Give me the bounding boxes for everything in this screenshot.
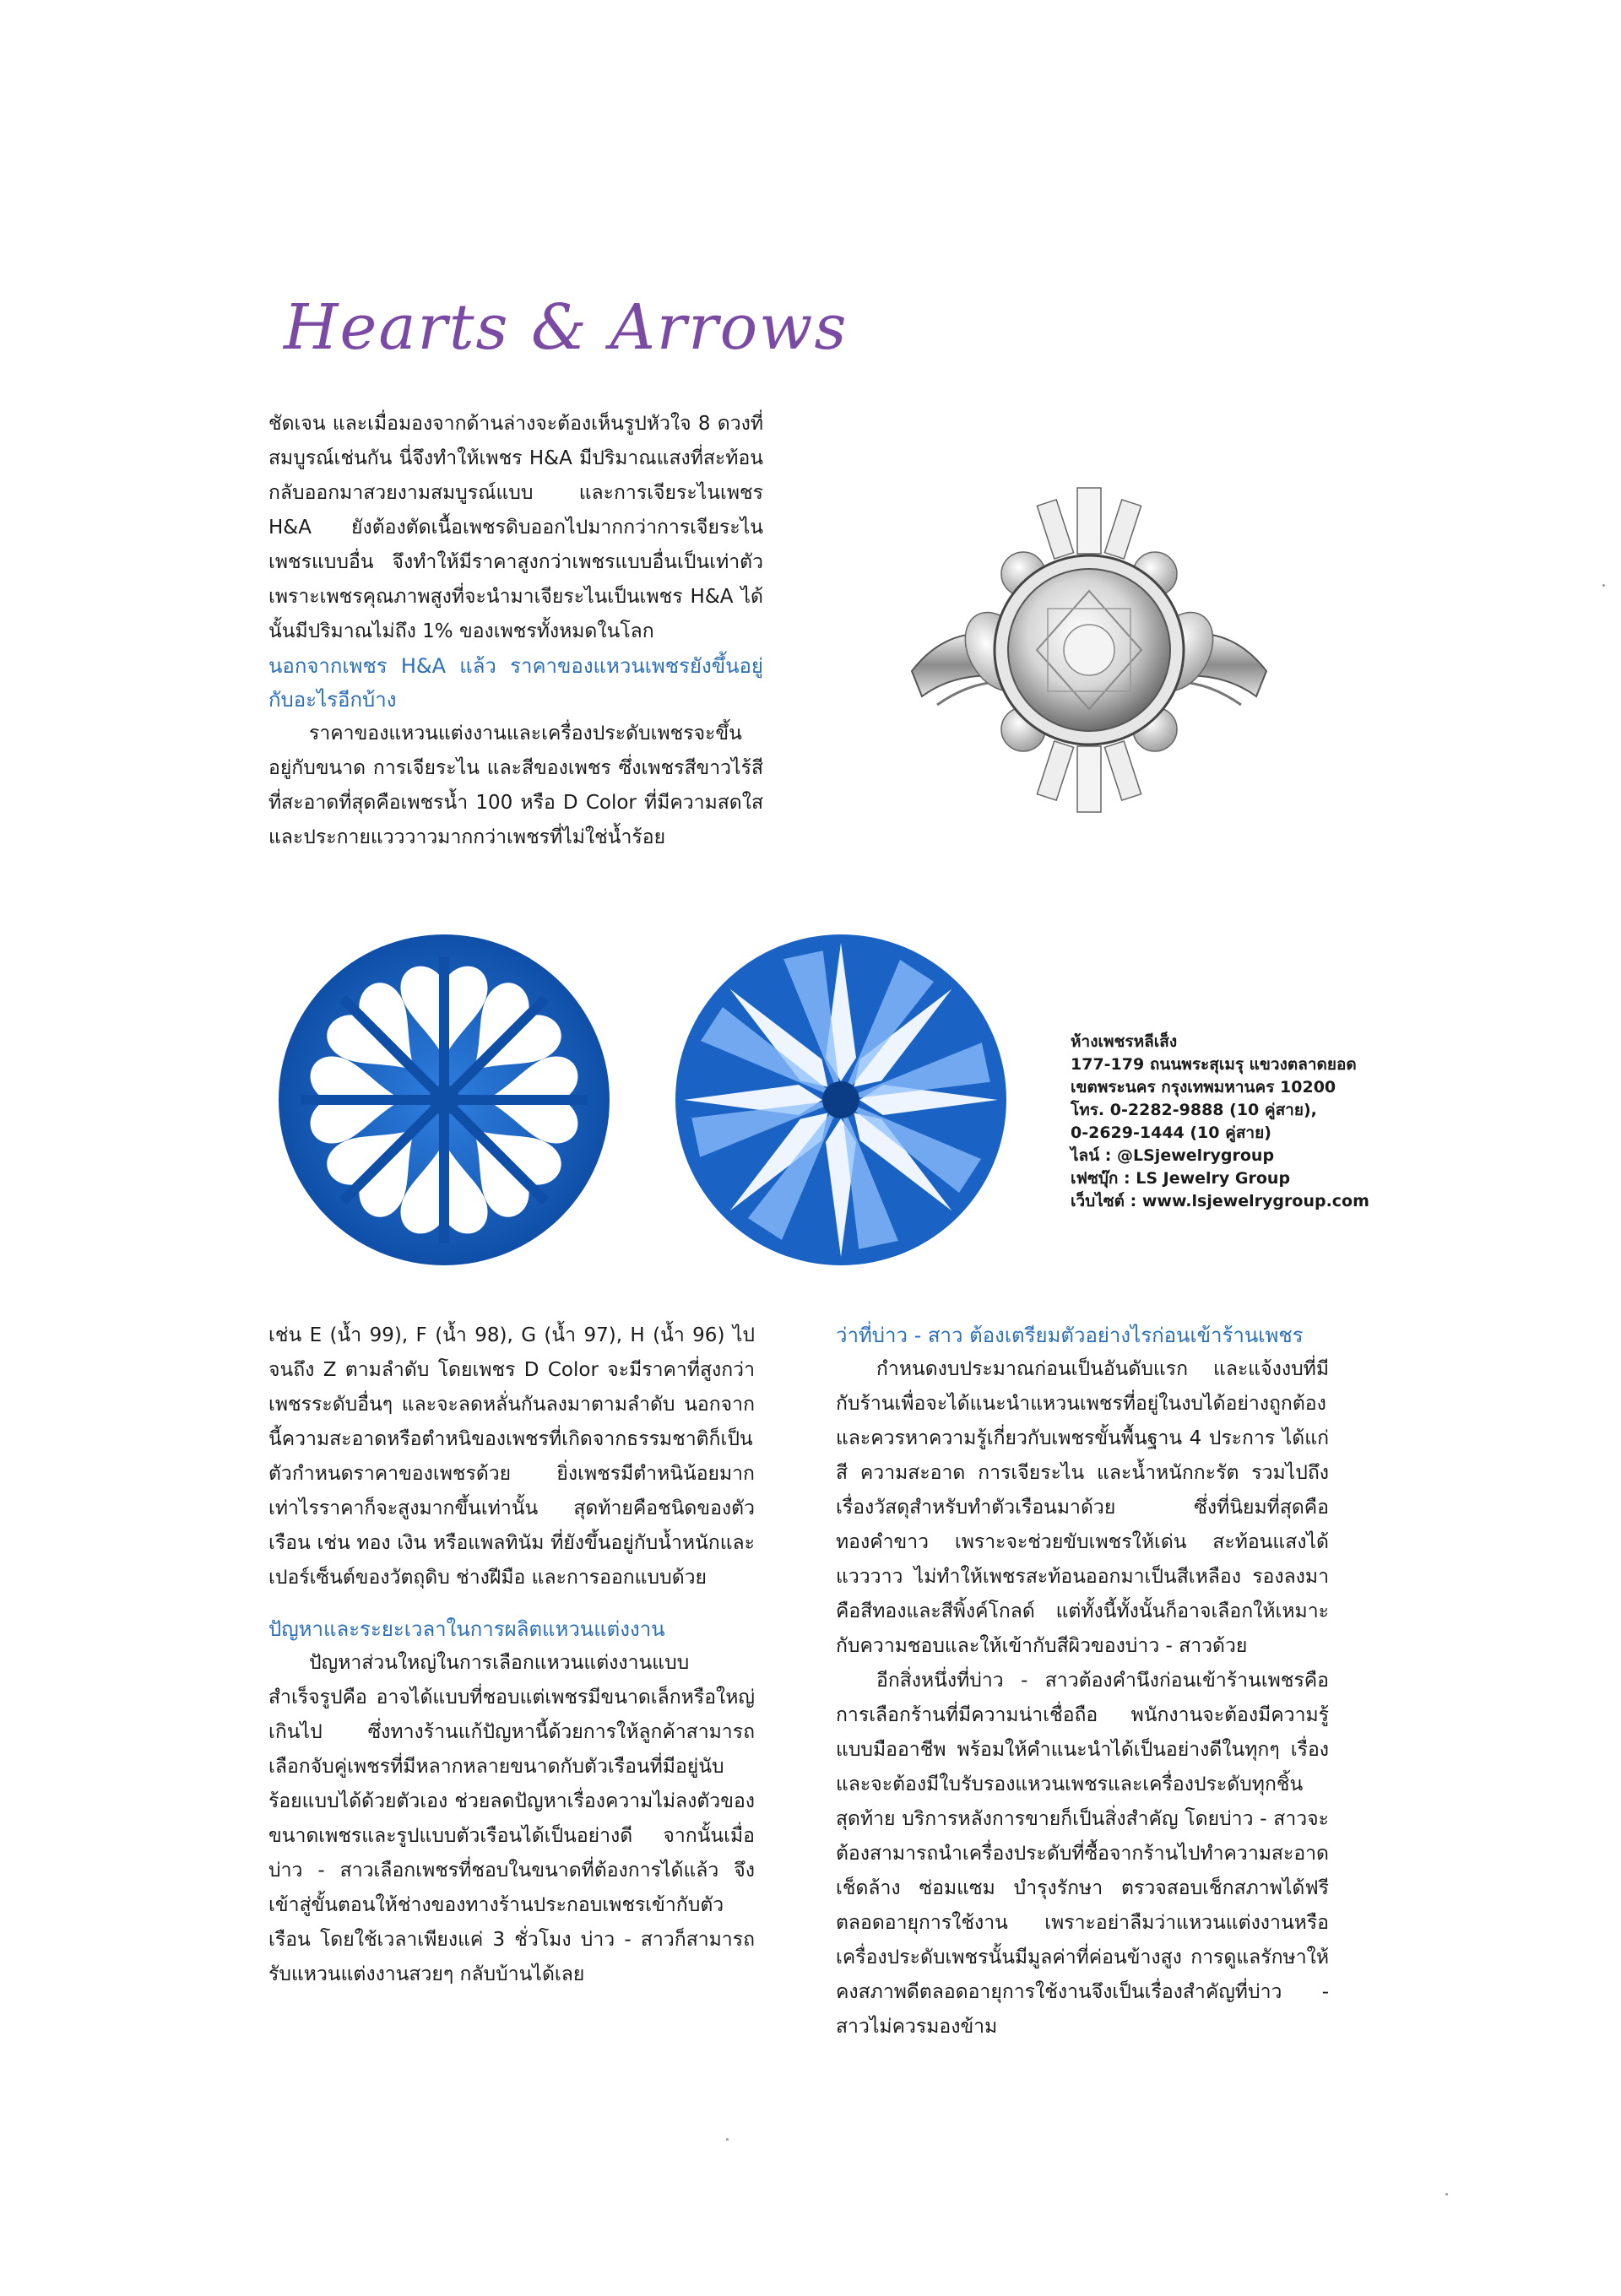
store-facebook: เฟซบุ๊ก : LS Jewelry Group <box>1071 1169 1291 1188</box>
store-name: ห้างเพชรหลีเส็ง <box>1071 1032 1178 1051</box>
article-paragraph: ชัดเจน และเมื่อมองจากด้านล่างจะต้องเห็นรูปหัวใจ 8 ดวงที่สมบูรณ์เช่นกัน นี่จึงทำให้เพชร H&A มีปริมาณแสงที่สะท้อนกลับออกมาสวยงามสมบูรณ์แบบ และการเจียระไนเพชร H&A ยังต้องตัดเนื้อเพชรดิบออกไปมากกว่าการเจียระไนเพชรแบบอื่น จึงทำให้มีราคาสูงกว่าเพชรแบบอื่นเป็นเท่าตัว เพราะเพชรคุณภาพสูงที่จะนำมาเจียระไนเป็นเพชร H&A ได้นั้นมีปริมาณไม่ถึง 1% ของเพชรทั้งหมดในโลก <box>268 413 763 642</box>
scan-speck <box>1602 584 1605 587</box>
section-heading: ว่าที่บ่าว - สาว ต้องเตรียมตัวอย่างไรก่อนเข้าร้านเพชร <box>836 1324 1304 1347</box>
article-paragraph: เช่น E (น้ำ 99), F (น้ำ 98), G (น้ำ 97), H (น้ำ 96) ไปจนถึง Z ตามลำดับ โดยเพชร D Color จะมีราคาที่สูงกว่าเพชรระดับอื่นๆ และจะลดหลั่นกันลงมาตามลำดับ นอกจากนี้ความสะอาดหรือตำหนิของเพชรที่เกิดจากธรรมชาติก็เป็นตัวกำหนดราคาของเพชรด้วย ยิ่งเพชรมีตำหนิน้อยมากเท่าไรราคาก็จะสูงมากขึ้นเท่านั้น สุดท้ายคือชนิดของตัวเรือน เช่น ทอง เงิน หรือแพลทินัม ที่ยังขึ้นอยู่กับน้ำหนักและเปอร์เซ็นต์ของวัตถุดิบ ช่างฝีมือ และการออกแบบด้วย <box>268 1324 755 1589</box>
article-column-bottom-right <box>836 1319 1329 2044</box>
diamond-ring-photo <box>903 473 1275 827</box>
section-heading: ปัญหาและระยะเวลาในการผลิตแหวนแต่งงาน <box>268 1617 665 1641</box>
scan-speck <box>726 2138 729 2141</box>
store-phone-1: โทร. 0-2282-9888 (10 คู่สาย), <box>1071 1101 1317 1119</box>
store-address-line-1: 177-179 ถนนพระสุเมรุ แขวงตลาดยอด <box>1071 1055 1357 1074</box>
article-paragraph: กำหนดงบประมาณก่อนเป็นอันดับแรก และแจ้งงบที่มีกับร้านเพื่อจะได้แนะนำแหวนเพชรที่อยู่ในงบได้อย่างถูกต้อง และควรหาความรู้เกี่ยวกับเพชรขั้นพื้นฐาน 4 ประการ ได้แก่ สี ความสะอาด การเจียระไน และน้ำหนักกะรัต รวมไปถึงเรื่องวัสดุสำหรับทำตัวเรือนมาด้วย ซึ่งที่นิยมที่สุดคือทองคำขาว เพราะจะช่วยขับเพชรให้เด่น สะท้อนแสงได้แวววาว ไม่ทำให้เพชรสะท้อนออกมาเป็นสีเหลือง รองลงมาคือสีทองและสีพิ้งค์โกลด์ แต่ทั้งนี้ทั้งนั้นก็อาจเลือกให้เหมาะกับความชอบและให้เข้ากับสีผิวของบ่าว - สาวด้วย <box>836 1358 1329 1657</box>
article-paragraph: ปัญหาส่วนใหญ่ในการเลือกแหวนแต่งงานแบบสำเร็จรูปคือ อาจได้แบบที่ชอบแต่เพชรมีขนาดเล็กหรือใหญ่เกินไป ซึ่งทางร้านแก้ปัญหานี้ด้วยการให้ลูกค้าสามารถเลือกจับคู่เพชรที่มีหลากหลายขนาดกับตัวเรือนที่มีอยู่นับร้อยแบบได้ด้วยตัวเอง ช่วยลดปัญหาเรื่องความไม่ลงตัวของขนาดเพชรและรูปแบบตัวเรือนได้เป็นอย่างดี จากนั้นเมื่อบ่าว - สาวเลือกเพชรที่ชอบในขนาดที่ต้องการได้แล้ว จึงเข้าสู่ขั้นตอนให้ช่างของทางร้านประกอบเพชรเข้ากับตัวเรือน โดยใช้เวลาเพียงแค่ 3 ชั่วโมง บ่าว - สาวก็สามารถรับแหวนแต่งงานสวยๆ กลับบ้านได้เลย <box>268 1652 755 1985</box>
scan-speck <box>1445 2193 1448 2196</box>
store-line-id: ไลน์ : @LSjewelrygroup <box>1071 1146 1275 1165</box>
article-paragraph: อีกสิ่งหนึ่งที่บ่าว - สาวต้องคำนึงก่อนเข้าร้านเพชรคือการเลือกร้านที่มีความน่าเชื่อถือ พนักงานจะต้องมีความรู้แบบมืออาชีพ พร้อมให้คำแนะนำได้เป็นอย่างดีในทุกๆ เรื่อง และจะต้องมีใบรับรองแหวนเพชรและเครื่องประดับทุกชิ้น สุดท้าย บริการหลังการขายก็เป็นสิ่งสำคัญ โดยบ่าว - สาวจะต้องสามารถนำเครื่องประดับที่ซื้อจากร้านไปทำความสะอาด เช็ดล้าง ซ่อมแซม บำรุงรักษา ตรวจสอบเช็กสภาพได้ฟรีตลอดอายุการใช้งาน เพราะอย่าลืมว่าแหวนแต่งงานหรือเครื่องประดับเพชรนั้นมีมูลค่าที่ค่อนข้างสูง การดูแลรักษาให้คงสภาพดีตลอดอายุการใช้งานจึงเป็นเรื่องสำคัญที่บ่าว - สาวไม่ควรมองข้าม <box>836 1670 1329 2038</box>
store-contact-info <box>1071 1031 1442 1213</box>
arrows-pattern-diamond-image <box>672 931 1010 1269</box>
section-heading: นอกจากเพชร H&A แล้ว ราคาของแหวนเพชรยังขึ้นอยู่กับอะไรอีกบ้าง <box>268 654 763 712</box>
hearts-pattern-diamond-image <box>275 931 613 1269</box>
article-column-top-left <box>268 407 763 855</box>
store-address-line-2: เขตพระนคร กรุงเทพมหานคร 10200 <box>1071 1078 1336 1097</box>
store-website: เว็บไซต์ : www.lsjewelrygroup.com <box>1071 1192 1369 1210</box>
page-title: Hearts & Arrows <box>284 291 848 364</box>
store-phone-2: 0-2629-1444 (10 คู่สาย) <box>1071 1124 1271 1142</box>
article-column-bottom-left <box>268 1319 755 1992</box>
article-paragraph: ราคาของแหวนแต่งงานและเครื่องประดับเพชรจะขึ้นอยู่กับขนาด การเจียระไน และสีของเพชร ซึ่งเพชรสีขาวไร้สีที่สะอาดที่สุดคือเพชรน้ำ 100 หรือ D Color ที่มีความสดใสและประกายแวววาวมากกว่าเพชรที่ไม่ใช่น้ำร้อย <box>268 723 763 848</box>
